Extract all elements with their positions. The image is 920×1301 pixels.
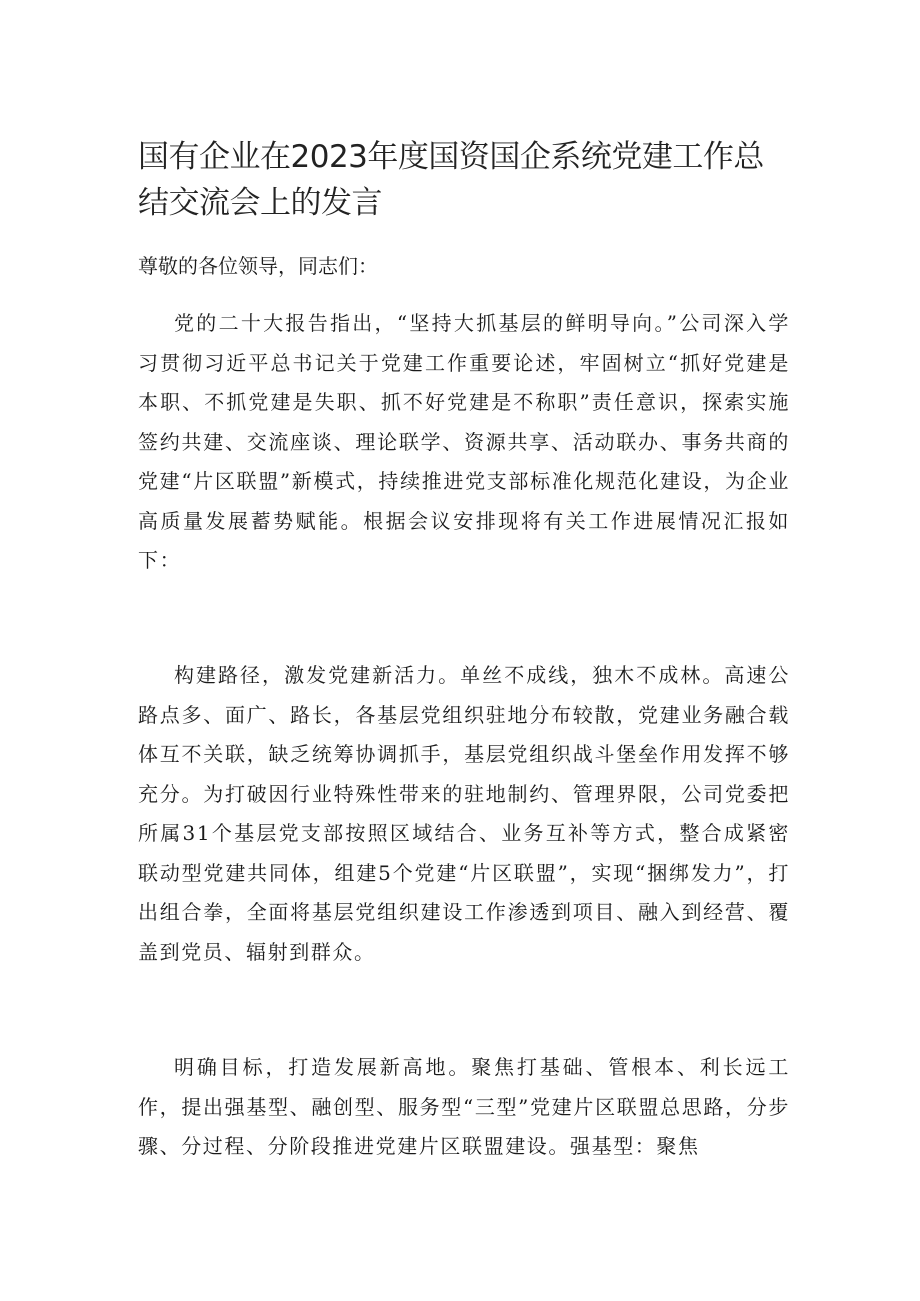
paragraph-3: 明确目标，打造发展新高地。聚焦打基础、管根本、利长远工作，提出强基型、融创型、服务型“三型”党建片区联盟总思路，分步骤、分过程、分阶段推进党建片区联盟建设。强基型：聚焦 bbox=[138, 1055, 790, 1158]
paragraph-1: 党的二十大报告指出，“坚持大抓基层的鲜明导向。”公司深入学习贯彻习近平总书记关于党建工作重要论述，牢固树立“抓好党建是本职、不抓党建是失职、抓不好党建是不称职”责任意识，探索实施签约共建、交流座谈、理论联学、资源共享、活动联办、事务共商的党建“片区联盟”新模式，持续推进党支部标准化规范化建设，为企业高质量发展蓄势赋能。根据会议安排现将有关工作进展情况汇报如下： bbox=[138, 311, 790, 572]
paragraph-2: 构建路径，激发党建新活力。单丝不成线，独木不成林。高速公路点多、面广、路长，各基层党组织驻地分布较散，党建业务融合载体互不关联，缺乏统筹协调抓手，基层党组织战斗堡垒作用发挥不够充分。为打破因行业特殊性带来的驻地制约、管理界限，公司党委把所属31个基层党支部按照区域结合、业务互补等方式，整合成紧密联动型党建共同体，组建5个党建“片区联盟”，实现“捆绑发力”，打出组合拳，全面将基层党组织建设工作渗透到项目、融入到经营、覆盖到党员、辐射到群众。 bbox=[138, 663, 790, 964]
document-title: 国有企业在2023年度国资国企系统党建工作总结交流会上的发言 bbox=[138, 139, 764, 221]
salutation: 尊敬的各位领导，同志们： bbox=[138, 254, 378, 278]
